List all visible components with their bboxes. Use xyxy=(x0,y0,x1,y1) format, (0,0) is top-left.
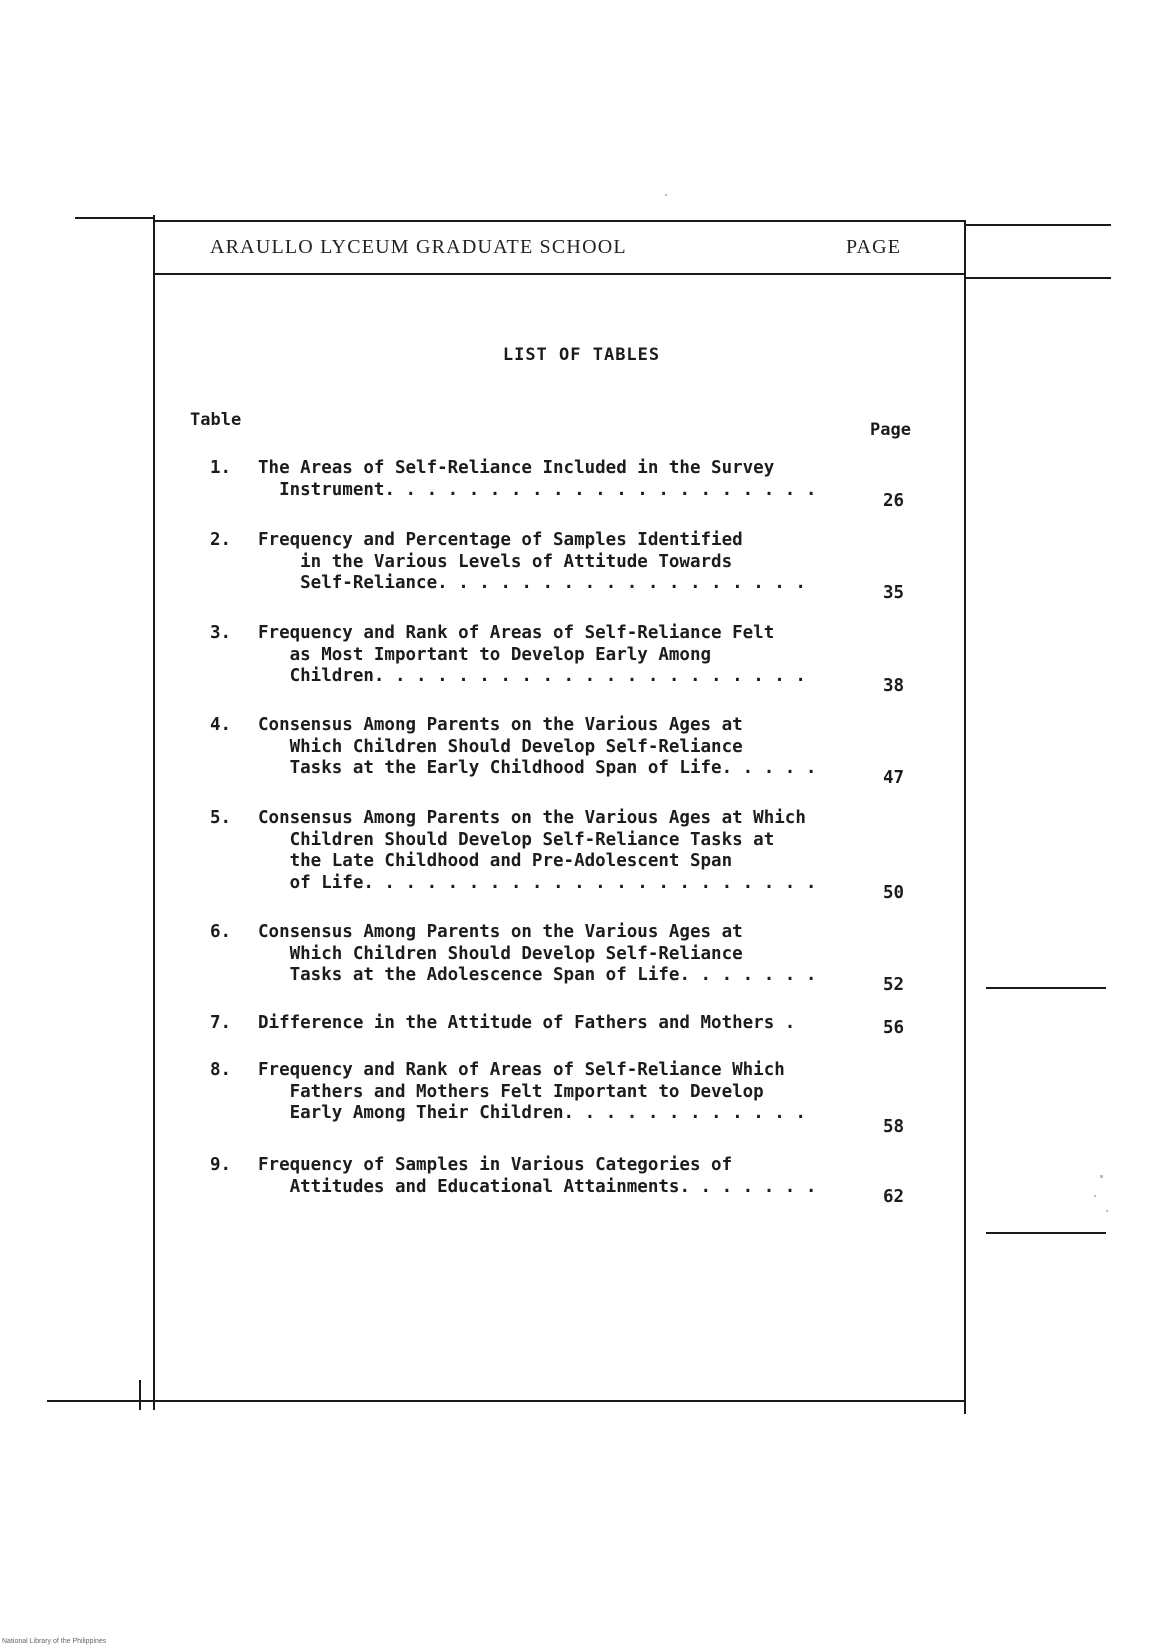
left-border-inner xyxy=(139,1380,141,1410)
entry-title-line: Frequency and Percentage of Samples Identified xyxy=(258,530,743,550)
entry-title-line: Consensus Among Parents on the Various Ages at Which xyxy=(258,808,806,828)
entry-page-number: 58 xyxy=(883,1117,905,1137)
entry-title-line: Tasks at the Adolescence Span of Life xyxy=(258,965,680,985)
page-title: LIST OF TABLES xyxy=(502,345,661,365)
entry-page-number: 56 xyxy=(883,1018,905,1038)
entry-number: 1. xyxy=(210,458,232,478)
left-border xyxy=(153,215,155,1410)
entry-title-line: in the Various Levels of Attitude Towards xyxy=(258,551,733,572)
entry-title-line: Frequency and Rank of Areas of Self-Reliance Felt xyxy=(258,623,775,643)
column-header-table: Table xyxy=(190,410,242,430)
entry-page-number: 26 xyxy=(883,491,905,511)
entry-title-line: Consensus Among Parents on the Various Ages at xyxy=(258,922,743,942)
scan-speck xyxy=(1100,1175,1103,1178)
dot-leader xyxy=(722,758,818,780)
header-rule xyxy=(155,273,966,275)
entry-title-line: Children Should Develop Self-Reliance Tasks at xyxy=(258,829,775,850)
column-header-page: Page xyxy=(870,420,911,440)
entry-title-line: Early Among Their Children xyxy=(258,1103,564,1123)
top-rule-right xyxy=(966,224,1111,226)
page-label: PAGE xyxy=(846,236,902,258)
scan-speck xyxy=(665,194,667,196)
entry-title-line: The Areas of Self-Reliance Included in the Survey xyxy=(258,458,775,478)
entry-number: 7. xyxy=(210,1013,232,1033)
entry-title-line: as Most Important to Develop Early Among xyxy=(258,644,712,665)
entry-title-line: Children xyxy=(258,666,374,686)
dot-leader xyxy=(679,965,818,987)
entry-title-line: Frequency and Rank of Areas of Self-Reliance Which xyxy=(258,1060,785,1080)
entry-number: 2. xyxy=(210,530,232,550)
dot-leader xyxy=(564,1103,818,1125)
right-side-rule-2 xyxy=(986,1232,1106,1234)
entry-number: 8. xyxy=(210,1060,232,1080)
entry-title-line: Self-Reliance xyxy=(258,573,438,593)
entry-number: 4. xyxy=(210,715,232,735)
entry-title-line: Fathers and Mothers Felt Important to Develop xyxy=(258,1081,764,1102)
right-side-rule-1 xyxy=(986,987,1106,989)
header-rule-right xyxy=(966,277,1111,279)
entry-title-line: Instrument xyxy=(258,479,385,500)
entry-page-number: 38 xyxy=(883,676,905,696)
entry-title-line: of Life xyxy=(258,872,364,893)
entry-title-line: Frequency of Samples in Various Categories of xyxy=(258,1155,733,1175)
entry-number: 9. xyxy=(210,1155,232,1175)
top-rule-left xyxy=(75,217,155,219)
entry-title-line: the Late Childhood and Pre-Adolescent Span xyxy=(258,851,733,871)
entry-page-number: 52 xyxy=(883,975,905,995)
dot-leader xyxy=(679,1177,818,1199)
school-name: ARAULLO LYCEUM GRADUATE SCHOOL xyxy=(210,236,627,258)
entry-title-line: Attitudes and Educational Attainments xyxy=(258,1176,680,1197)
entry-page-number: 50 xyxy=(883,883,905,903)
scan-footer-note: National Library of the Philippines xyxy=(2,1638,107,1645)
entry-number: 5. xyxy=(210,808,232,828)
entry-title-line: Tasks at the Early Childhood Span of Life xyxy=(258,758,722,778)
entry-page-number: 35 xyxy=(883,583,905,603)
right-border xyxy=(964,222,966,1414)
entry-title-line: Difference in the Attitude of Fathers and Mothers . xyxy=(258,1013,796,1033)
entry-title-line: Which Children Should Develop Self-Reliance xyxy=(258,736,743,757)
scan-speck xyxy=(1094,1195,1096,1197)
scan-speck xyxy=(1106,1210,1108,1212)
top-rule-main xyxy=(155,220,966,222)
entry-page-number: 62 xyxy=(883,1187,905,1207)
entry-number: 6. xyxy=(210,922,232,942)
entry-number: 3. xyxy=(210,623,232,643)
dot-leader xyxy=(384,480,818,502)
entry-title-line: Consensus Among Parents on the Various Ages at xyxy=(258,715,743,735)
entry-title-line: Which Children Should Develop Self-Reliance xyxy=(258,943,743,964)
entry-page-number: 47 xyxy=(883,768,905,788)
bottom-rule xyxy=(47,1400,966,1402)
dot-leader xyxy=(363,873,818,895)
dot-leader xyxy=(437,573,818,595)
dot-leader xyxy=(374,666,818,688)
